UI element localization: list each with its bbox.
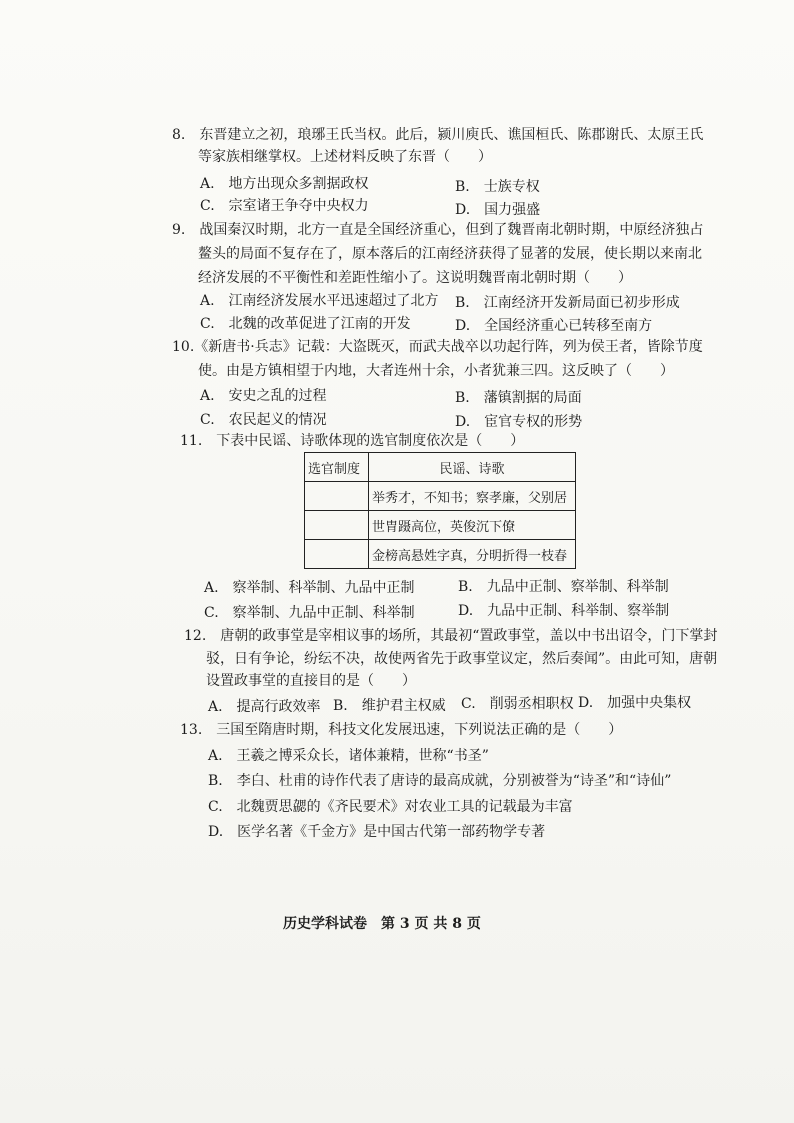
table-cell: 举秀才，不知书；察孝廉，父别居 xyxy=(369,482,576,511)
q8-stem-line-2: 等家族相继掌权。上述材料反映了东晋（ ） xyxy=(198,149,492,165)
q10-stem-line-1: 10.《新唐书·兵志》记载：大盗既灭，而武夫战卒以功起行阵，列为侯王者，皆除节度 xyxy=(172,339,703,355)
q9-option-a: A. 江南经济发展水平迅速超过了北方 xyxy=(200,293,439,309)
q10-stem-line-2: 使。由是方镇相望于内地，大者连州十余，小者犹兼三四。这反映了（ ） xyxy=(198,363,674,379)
q9-stem-line-3: 经济发展的不平衡性和差距性缩小了。这说明魏晋南北朝时期（ ） xyxy=(198,270,632,286)
q10-option-a: A. 安史之乱的过程 xyxy=(200,388,327,404)
q11-stem-line-1: 11. 下表中民谣、诗歌体现的选官制度依次是（ ） xyxy=(180,433,525,449)
q11-option-d: D. 九品中正制、科举制、察举制 xyxy=(458,603,670,619)
q13-stem-line-1: 13. 三国至隋唐时期，科技文化发展迅速，下列说法正确的是（ ） xyxy=(180,722,623,738)
q10-option-d: D. 宦官专权的形势 xyxy=(455,414,583,430)
q13-option-b: B. 李白、杜甫的诗作代表了唐诗的最高成就，分别被誉为“诗圣”和“诗仙” xyxy=(208,773,672,789)
table-header-cell: 民谣、诗歌 xyxy=(369,453,576,482)
q12-option-b: B. 维护君主权威 xyxy=(333,698,446,714)
q11-option-b: B. 九品中正制、察举制、科举制 xyxy=(458,579,669,595)
q12-option-a: A. 提高行政效率 xyxy=(208,699,321,715)
q9-option-d: D. 全国经济重心已转移至南方 xyxy=(455,318,653,334)
q8-option-c: C. 宗室诸王争夺中央权力 xyxy=(200,198,369,214)
q10-option-b: B. 藩镇割据的局面 xyxy=(455,390,582,406)
q13-option-d: D. 医学名著《千金方》是中国古代第一部药物学专著 xyxy=(208,824,546,840)
q12-stem-line-2: 驳，日有争论，纷纭不决，故使两省先于政事堂议定，然后奏闻”。由此可知，唐朝 xyxy=(206,651,718,667)
q10-option-c: C. 农民起义的情况 xyxy=(200,412,327,428)
table-cell: 世胄蹑高位，英俊沉下僚 xyxy=(369,511,576,540)
q9-stem-line-2: 鳌头的局面不复存在了，原本落后的江南经济获得了显著的发展，使长期以来南北 xyxy=(198,246,702,262)
table-cell xyxy=(305,482,369,511)
q13-option-c: C. 北魏贾思勰的《齐民要术》对农业工具的记载最为丰富 xyxy=(208,799,573,815)
table-cell: 金榜高悬姓字真，分明折得一枝春 xyxy=(369,540,576,569)
table-cell xyxy=(305,540,369,569)
q12-option-c: C. 削弱丞相职权 xyxy=(461,696,574,712)
q11-option-a: A. 察举制、科举制、九品中正制 xyxy=(204,580,415,596)
q12-option-d: D. 加强中央集权 xyxy=(578,695,692,711)
table-row xyxy=(305,482,576,511)
q8-option-a: A. 地方出现众多割据政权 xyxy=(200,176,369,192)
page-footer: 历史学科试卷 第 3 页 共 8 页 xyxy=(283,916,481,932)
q11-option-c: C. 察举制、九品中正制、科举制 xyxy=(204,605,415,621)
table-row xyxy=(305,511,576,540)
q8-stem-line-1: 8. 东晋建立之初，琅琊王氏当权。此后，颍川庾氏、谯国桓氏、陈郡谢氏、太原王氏 xyxy=(172,127,704,143)
q8-option-b: B. 士族专权 xyxy=(455,179,540,195)
q9-option-c: C. 北魏的改革促进了江南的开发 xyxy=(200,316,411,332)
q12-stem-line-3: 设置政事堂的直接目的是（ ） xyxy=(206,673,416,689)
q9-stem-line-1: 9. 战国秦汉时期，北方一直是全国经济重心，但到了魏晋南北朝时期，中原经济独占 xyxy=(172,222,704,238)
table-header-cell: 选官制度 xyxy=(305,453,369,482)
table-cell xyxy=(305,511,369,540)
q13-option-a: A. 王羲之博采众长，诸体兼精，世称“书圣” xyxy=(208,748,489,764)
q12-stem-line-1: 12. 唐朝的政事堂是宰相议事的场所，其最初“置政事堂，盖以中书出诏令，门下掌封 xyxy=(184,628,718,644)
q9-option-b: B. 江南经济开发新局面已初步形成 xyxy=(455,295,680,311)
table-header-row xyxy=(305,453,576,482)
selection-system-table xyxy=(304,452,576,569)
table-row xyxy=(305,540,576,569)
q8-option-d: D. 国力强盛 xyxy=(455,202,541,218)
